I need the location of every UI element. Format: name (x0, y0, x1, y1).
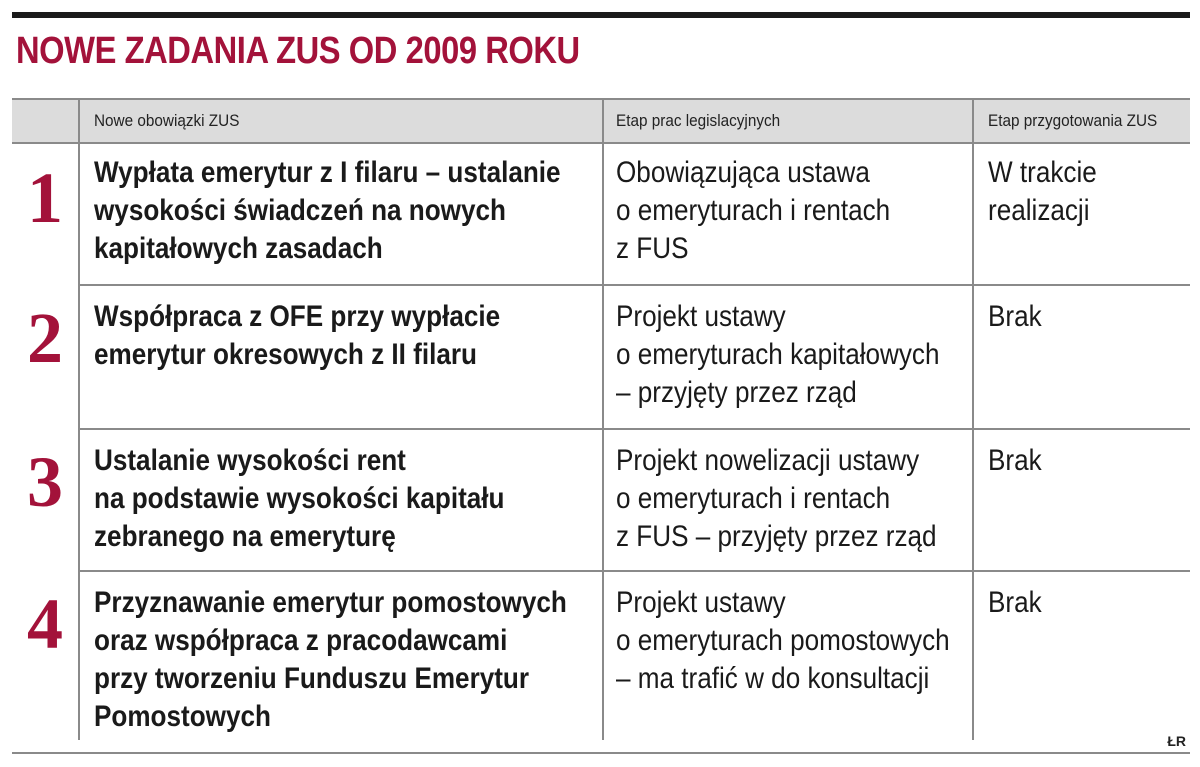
task-line: Ustalanie wysokości rent (94, 444, 406, 477)
header-preparation: Etap przygotowania ZUS (988, 111, 1158, 130)
legislation-cell (616, 442, 964, 556)
row-divider (78, 570, 1190, 572)
legislation-line: Projekt ustawy (616, 586, 786, 619)
preparation-line: Brak (988, 586, 1042, 619)
legislation-line: o emeryturach kapitałowych (616, 338, 940, 371)
legislation-cell (616, 298, 964, 412)
task-line: emerytur okresowych z II filaru (94, 338, 477, 371)
legislation-line: Projekt ustawy (616, 300, 786, 333)
legislation-line: o emeryturach i rentach (616, 482, 891, 515)
task-line: zebranego na emeryturę (94, 520, 396, 553)
legislation-cell (616, 584, 964, 698)
table-header (12, 98, 1190, 144)
task-cell (94, 154, 604, 268)
page-title: NOWE ZADANIA ZUS OD 2009 ROKU (16, 30, 580, 72)
top-rule (12, 12, 1190, 18)
task-cell (94, 442, 604, 556)
task-line: kapitałowych zasadach (94, 232, 383, 265)
task-line: Wypłata emerytur z I filaru – ustalanie (94, 156, 561, 189)
bottom-rule (12, 752, 1190, 754)
column-divider (78, 98, 80, 740)
preparation-cell (988, 298, 1179, 336)
header-legislation: Etap prac legislacyjnych (616, 111, 781, 130)
zus-tasks-table (12, 98, 1190, 740)
task-cell (94, 584, 604, 736)
preparation-line: Brak (988, 444, 1042, 477)
preparation-line: Brak (988, 300, 1042, 333)
legislation-line: o emeryturach i rentach (616, 194, 891, 227)
legislation-line: z FUS (616, 232, 689, 265)
row-number: 3 (27, 442, 63, 522)
legislation-line: Projekt nowelizacji ustawy (616, 444, 920, 477)
task-line: oraz współpraca z pracodawcami (94, 624, 508, 657)
legislation-line: o emeryturach pomostowych (616, 624, 950, 657)
row-divider (78, 428, 1190, 430)
task-line: Pomostowych (94, 700, 271, 733)
task-cell (94, 298, 604, 374)
row-number: 2 (27, 298, 63, 378)
row-divider (78, 284, 1190, 286)
preparation-cell (988, 442, 1179, 480)
preparation-cell (988, 154, 1179, 230)
author-credit: ŁR (1167, 733, 1186, 749)
legislation-line: z FUS – przyjęty przez rząd (616, 520, 937, 553)
header-task: Nowe obowiązki ZUS (94, 111, 240, 130)
task-line: wysokości świadczeń na nowych (94, 194, 506, 227)
legislation-cell (616, 154, 964, 268)
preparation-line: realizacji (988, 194, 1090, 227)
task-line: na podstawie wysokości kapitału (94, 482, 505, 515)
task-line: Przyznawanie emerytur pomostowych (94, 586, 567, 619)
legislation-line: – ma trafić w do konsultacji (616, 662, 930, 695)
task-line: przy tworzeniu Funduszu Emerytur (94, 662, 530, 695)
preparation-cell (988, 584, 1179, 622)
column-divider (972, 98, 974, 740)
task-line: Współpraca z OFE przy wypłacie (94, 300, 501, 333)
row-number: 4 (27, 584, 63, 664)
legislation-line: Obowiązująca ustawa (616, 156, 870, 189)
row-number: 1 (27, 158, 63, 238)
preparation-line: W trakcie (988, 156, 1097, 189)
legislation-line: – przyjęty przez rząd (616, 376, 857, 409)
